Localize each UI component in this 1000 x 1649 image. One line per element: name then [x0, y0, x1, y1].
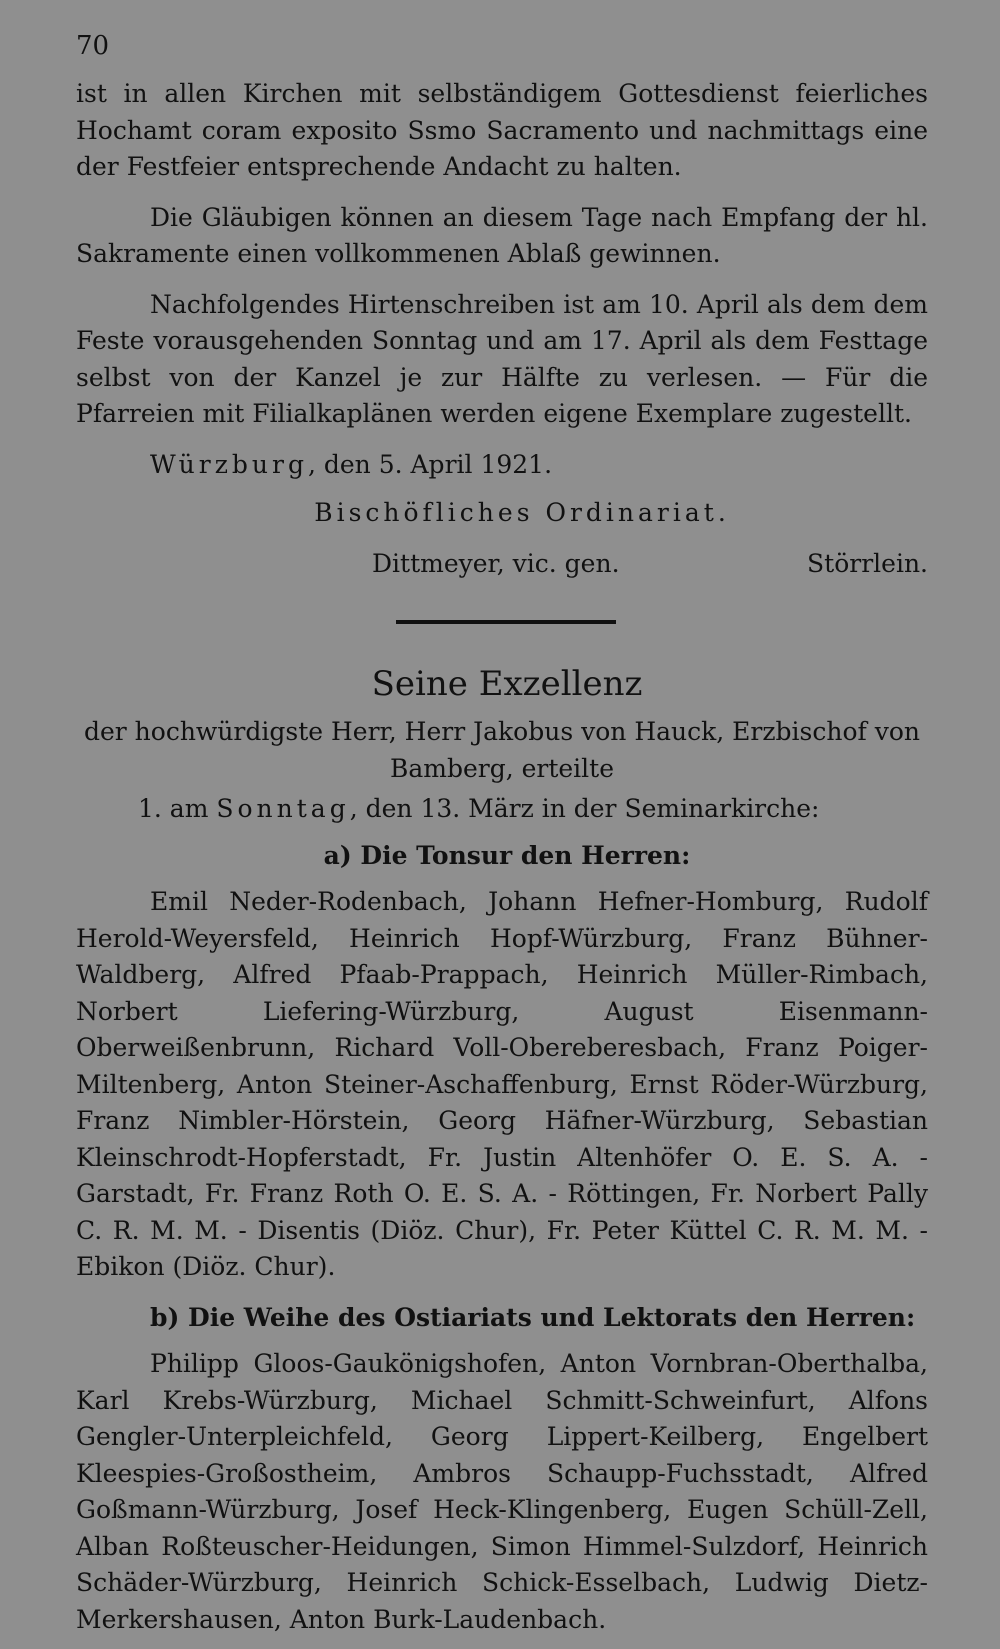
page-number: 70 [76, 31, 110, 61]
date-text: , den 5. April 1921. [307, 449, 553, 479]
signature-line [76, 546, 928, 583]
ostiariat-names: Philipp Gloos-Gaukönigshofen, Anton Vornbran-Oberthalba, Karl Krebs-Würzburg, Michael Schmitt-Schweinfurt, Alfons Gengler-Unterpleichfeld, Georg Lippert-Keilberg, Engelbert Kleespies-Großostheim, Ambros Schaupp-Fuchsstadt, Alfred Goßmann-Würzburg, Josef Heck-Klingenberg, Eugen Schüll-Zell, Alban Roßteuscher-Heidungen, Simon Himmel-Sulzdorf, Heinrich Schäder-Würzburg, Heinrich Schick-Esselbach, Ludwig Dietz-Merkershausen, Anton Burk-Laudenbach. [76, 1349, 928, 1634]
office-title: Bischöfliches Ordinariat. [314, 498, 730, 527]
signer-secretary: Störrlein. [807, 548, 928, 578]
tonsure-heading: a) Die Tonsur den Herren: [323, 840, 691, 870]
paragraph-hochamt: ist in allen Kirchen mit selbständigem Gottesdienst feierliches Hochamt coram exposito Ssmo Sacramento und nachmittags eine der Festfeier entsprechende Andacht zu halten. [76, 79, 928, 181]
section-divider [396, 620, 616, 624]
item-rest: , den 13. März in der Seminarkirche: [349, 794, 820, 823]
paragraph-ablass: Die Gläubigen können an diesem Tage nach Empfang der hl. Sakramente einen vollkommenen Ablaß gewinnen. [76, 202, 928, 268]
paragraph-hirtenschreiben: Nachfolgendes Hirtenschreiben ist am 10. April als dem dem Feste vorausgehenden Sonntag und am 17. April als dem Festtage selbst von der Kanzel je zur Hälfte zu verlesen. — Für die Pfarreien mit Filialkaplänen werden eigene Exemplare zugestellt. [76, 289, 928, 428]
tonsure-names: Emil Neder-Rodenbach, Johann Hefner-Homburg, Rudolf Herold-Weyersfeld, Heinrich Hopf-Würzburg, Franz Bühner-Waldberg, Alfred Pfaab-Prappach, Heinrich Müller-Rimbach, Norbert Liefering-Würzburg, August Eisenmann-Oberweißenbrunn, Richard Voll-Obereberesbach, Franz Poiger-Miltenberg, Anton Steiner-Aschaffenburg, Ernst Röder-Würzburg, Franz Nimbler-Hörstein, Georg Häfner-Würzburg, Sebastian Kleinschrodt-Hopferstadt, Fr. Justin Altenhöfer O. E. S. A. - Garstadt, Fr. Franz Roth O. E. S. A. - Röttingen, Fr. Norbert Pally C. R. M. M. - Disentis (Diöz. Chur), Fr. Peter Küttel C. R. M. M. - Ebikon (Diöz. Chur). [76, 887, 928, 1281]
section-subtitle: der hochwürdigste Herr, Herr Jakobus von Hauck, Erzbischof von Bamberg, erteilte [83, 717, 921, 783]
place-name: Würzburg [150, 449, 308, 479]
place-date-line [150, 447, 928, 484]
item-prefix: 1. am [138, 794, 217, 823]
signer-vicar-general: Dittmeyer, vic. gen. [372, 548, 620, 578]
section-title: Seine Exzellenz [371, 664, 643, 704]
ordination-date-line [138, 791, 928, 828]
ostiariat-heading: b) Die Weihe des Ostiariats und Lektorats den Herren: [150, 1302, 916, 1332]
item-day: Sonntag [216, 794, 350, 823]
